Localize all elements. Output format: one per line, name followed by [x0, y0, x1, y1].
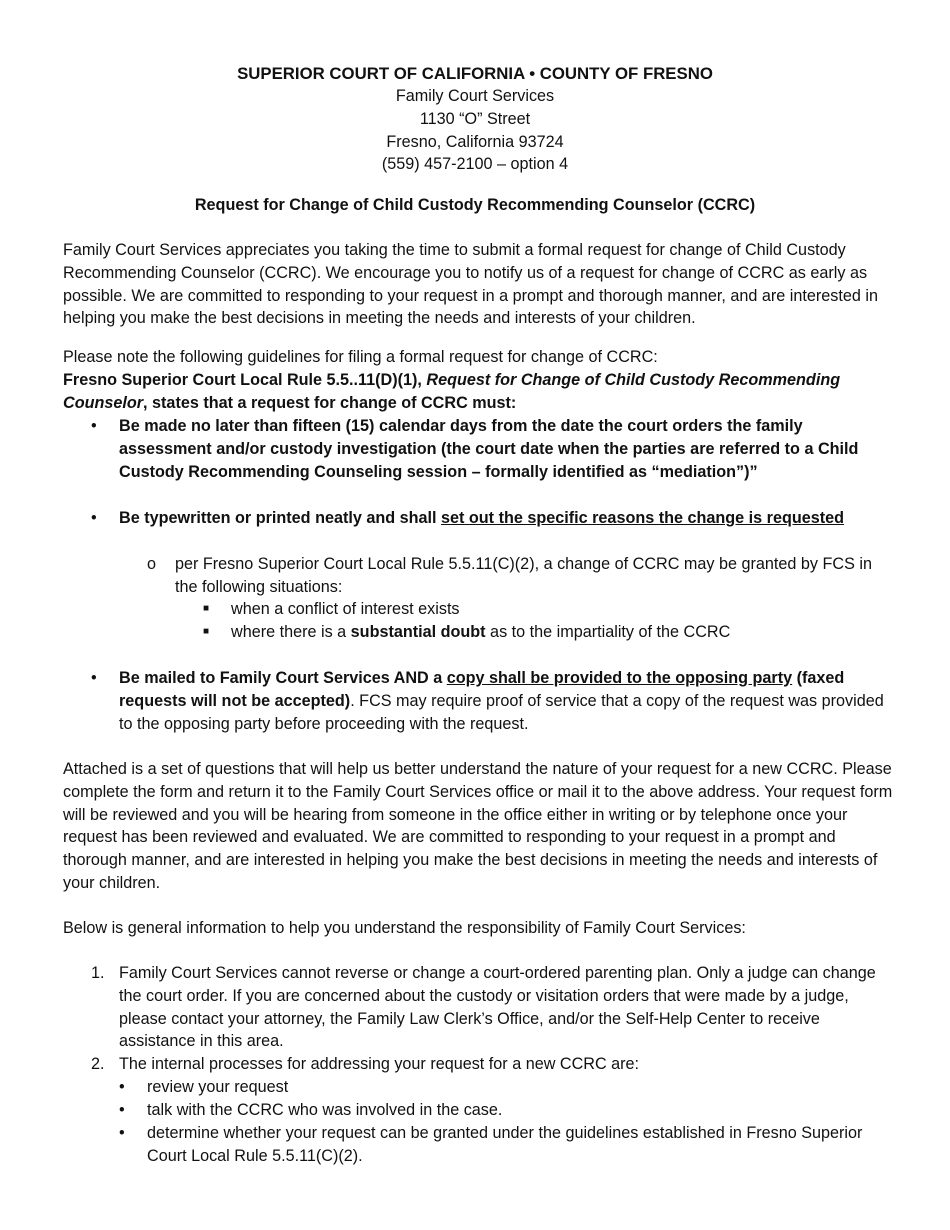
square-bullet-icon: ■ — [203, 603, 210, 614]
process-text: determine whether your request can be granted under the guidelines established in Fresno Superior Court Local Rule 5.5.11(C)(2). — [147, 1124, 863, 1165]
general-info-intro: Below is general information to help you understand the responsibility of Family Court Services: — [63, 919, 746, 937]
sub-item-text: per Fresno Superior Court Local Rule 5.5.11(C)(2), a change of CCRC may be granted by FCS in the following situations: — [175, 555, 872, 596]
situation-text-pre: where there is a — [231, 623, 351, 641]
rule-citation — [63, 369, 893, 415]
square-bullet-icon: ■ — [203, 626, 210, 637]
bullet-icon: • — [119, 1078, 125, 1096]
court-name: SUPERIOR COURT OF CALIFORNIA • COUNTY OF FRESNO — [237, 64, 713, 83]
letterhead — [0, 62, 950, 176]
requirement-text-bold-2: (faxed requests will not be accepted) — [119, 669, 845, 710]
process-text: talk with the CCRC who was involved in the case. — [147, 1101, 503, 1119]
intro-paragraph: Family Court Services appreciates you taking the time to submit a formal request for change of Child Custody Recommending Counselor (CCRC). We encourage you to notify us of a request for change of CCRC as early as possible. We are committed to responding to your request in a prompt and thorough manner, and are interested in helping you make the best decisions in meeting the needs and interests of your children. — [63, 241, 878, 328]
bullet-icon: • — [91, 669, 97, 687]
rule-tail: , states that a request for change of CCRC must: — [143, 393, 517, 412]
requirement-text: Be made no later than fifteen (15) calendar days from the date the court orders the family assessment and/or custody investigation (the court date when the parties are referred to a Child Custody Recommending Counseling session – formally identified as “mediation”)” — [119, 417, 859, 481]
street-address: 1130 “O” Street — [419, 109, 531, 128]
rule-number: Fresno Superior Court Local Rule 5.5..11(D)(1), — [63, 370, 427, 389]
bullet-icon: • — [91, 509, 97, 527]
situation-text-post: as to the impartiality of the CCRC — [485, 623, 731, 641]
requirement-text — [119, 507, 889, 530]
bullet-icon: • — [119, 1124, 125, 1142]
bullet-icon: • — [91, 417, 97, 435]
requirement-text-tail: . FCS may require proof of service that a copy of the request was provided to the opposing party before proceeding with the request. — [119, 691, 884, 733]
requirement-text — [119, 667, 889, 735]
item-number: 2. — [91, 1055, 105, 1073]
circle-bullet-icon: o — [147, 555, 157, 573]
city-address: Fresno, California 93724 — [386, 132, 564, 151]
numbered-item-text: Family Court Services cannot reverse or change a court-ordered parenting plan. Only a judge can change the court order. If you are concerned about the custody or visitation orders that were made by a judge, please contact your attorney, the Family Law Clerk’s Office, and/or the Self-Help Center to receive assistance in this area. — [119, 964, 876, 1051]
item-number: 1. — [91, 964, 105, 982]
requirement-text-bold: Be mailed to Family Court Services AND a — [119, 669, 447, 687]
requirement-text-underlined: copy shall be provided to the opposing party — [446, 669, 793, 687]
department-name: Family Court Services — [395, 87, 555, 105]
guidelines-lead-text: Please note the following guidelines for filing a formal request for change of CCRC: — [63, 348, 658, 366]
guidelines-lead — [63, 346, 893, 414]
situation-text: when a conflict of interest exists — [231, 600, 460, 618]
bullet-icon: • — [119, 1101, 125, 1119]
phone-number: (559) 457-2100 – option 4 — [381, 155, 569, 174]
process-text: review your request — [147, 1078, 289, 1096]
rule-title: Request for Change of Child Custody Recommending Counselor — [63, 370, 841, 412]
numbered-item-text: The internal processes for addressing your request for a new CCRC are: — [119, 1055, 640, 1073]
situation-text — [231, 621, 891, 644]
situation-text-bold: substantial doubt — [350, 623, 486, 641]
document-title: Request for Change of Child Custody Recommending Counselor (CCRC) — [194, 196, 756, 214]
requirement-text-bold: Be typewritten or printed neatly and shall — [119, 509, 442, 527]
attached-paragraph: Attached is a set of questions that will help us better understand the nature of your request for a new CCRC. Please complete the form and return it to the Family Court Services office or mail it to the above address. Your request form will be reviewed and you will be hearing from someone in the office either in writing or by telephone once your request has been reviewed and evaluated. We are committed to responding to your request in a prompt and thorough manner, and are interested in helping you make the best decisions in meeting the needs and interests of your children. — [63, 760, 893, 892]
requirement-text-underlined: set out the specific reasons the change is requested — [441, 509, 845, 527]
